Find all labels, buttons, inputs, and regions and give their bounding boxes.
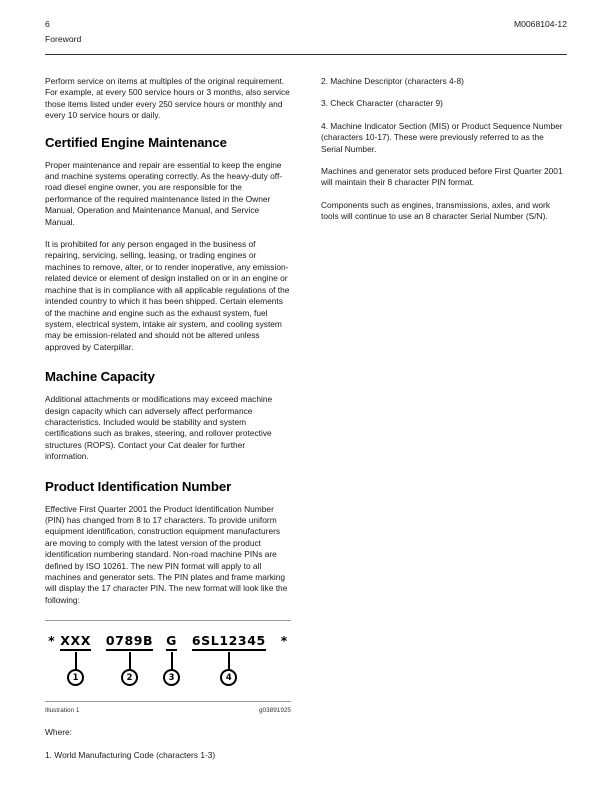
- leader-line-2: [129, 652, 131, 670]
- pin-format-diagram: [45, 621, 291, 699]
- pin-segment-text: G: [166, 633, 177, 649]
- callout-circle-2: 2: [121, 669, 138, 686]
- pin-segment-machine-indicator-section: [192, 633, 266, 650]
- page-header: [45, 18, 567, 55]
- pin-segment-underline: [166, 649, 177, 651]
- certified-engine-paragraph-1: Proper maintenance and repair are essential to keep the engine and machine systems operating correctly. As the heavy-duty off-road diesel engine owner, you are responsible for the performance of the required maintenance listed in the Owner Manual, Operation and Maintenance Manual, and Service Manual.: [45, 159, 283, 227]
- body-columns: [45, 76, 567, 761]
- callout-circle-4: 4: [220, 669, 237, 686]
- machine-capacity-paragraph-1: Additional attachments or modifications may exceed machine design capacity which can adversely affect performance characteristics. Included would be stability and system certifications such as brakes, steering, and rollover protective structures (ROPS). Contact your Cat dealer for further information.: [45, 394, 273, 462]
- pin-segment-underline: [106, 649, 153, 651]
- pin-segment-text: 0789B: [105, 633, 154, 649]
- pin-paragraph-1: Effective First Quarter 2001 the Product Identification Number (PIN) has changed from 8 to 17 characters. To provide uniform equipment identification, construction equipment manufacturers are moving to comply with the latest version of the product identification numbering standard. Non-road machine PINs are defined by ISO 10261. The new PIN format will apply to all machines and generator sets. The PIN plates and frame marking will display the 17 character PIN. The new format will look like the following:: [45, 503, 288, 605]
- header-section-title: Foreword: [45, 34, 82, 44]
- heading-machine-capacity: Machine Capacity: [45, 369, 155, 385]
- leader-line-4: [228, 652, 230, 670]
- header-left-group: [45, 18, 81, 46]
- callout-leader-group: [45, 652, 291, 698]
- header-divider: [45, 54, 567, 55]
- where-item-4: 4. Machine Indicator Section (MIS) or Product Sequence Number (characters 10-17). These were previously referred to as the Serial Number.: [321, 120, 563, 154]
- callout-circle-1: 1: [67, 669, 84, 686]
- pin-segment-machine-descriptor: [106, 633, 153, 650]
- header-row: [45, 18, 567, 46]
- pin-segment-underline: [60, 649, 91, 651]
- illustration-caption: [45, 702, 291, 716]
- pin-segment-world-manufacturing-code: [60, 633, 91, 650]
- callout-circle-3: 3: [163, 669, 180, 686]
- page-number: 6: [45, 19, 50, 29]
- pin-leading-asterisk: *: [48, 633, 56, 649]
- heading-product-identification-number: Product Identification Number: [45, 478, 232, 494]
- left-column: [45, 76, 291, 761]
- pin-segment-underline: [192, 649, 266, 651]
- right-paragraph-1: Machines and generator sets produced before First Quarter 2001 will maintain their 8 character PIN format.: [321, 166, 563, 188]
- where-item-3: 3. Check Character (character 9): [321, 98, 443, 109]
- pin-trailing-asterisk: *: [280, 633, 288, 649]
- right-column: [321, 76, 567, 761]
- illustration-graphic-id: g03891925: [259, 707, 291, 715]
- illustration-label: Illustration 1: [45, 707, 80, 715]
- document-number: M0068104-12: [513, 19, 567, 29]
- certified-engine-paragraph-2: It is prohibited for any person engaged in the business of repairing, servicing, selling, leasing, or trading engines or machines to remove, alter, or to render inoperative, any emission-related device or element of design installed on or in an engine or machine that is in compliance with all applicable regulations of the intended country to which it has been shipped. Certain elements of the machine and engine such as the exhaust system, fuel system, electrical system, intake air system, and cooling system may be emission-related and should not be altered unless approved by Caterpillar.: [45, 239, 290, 352]
- intro-paragraph: Perform service on items at multiples of the original requirement. For example, at every 500 service hours or 3 months, also service those items listed under every 250 service hours or monthly and every 10 service hours or daily.: [45, 76, 290, 121]
- where-item-1: 1. World Manufacturing Code (characters 1-3): [45, 749, 216, 760]
- where-item-2: 2. Machine Descriptor (characters 4-8): [321, 76, 464, 86]
- leader-line-3: [171, 652, 173, 670]
- pin-segment-text: XXX: [60, 633, 91, 649]
- pin-character-row: [45, 633, 291, 650]
- illustration-block: [45, 620, 291, 716]
- heading-certified-engine-maintenance: Certified Engine Maintenance: [45, 134, 227, 150]
- leader-line-1: [75, 652, 77, 670]
- right-paragraph-2: Components such as engines, transmissions, axles, and work tools will continue to use an 8 character Serial Number (S/N).: [321, 199, 551, 222]
- pin-segment-text: 6SL12345: [191, 633, 266, 649]
- where-label: Where:: [45, 727, 72, 738]
- pin-segment-check-character: [166, 633, 177, 650]
